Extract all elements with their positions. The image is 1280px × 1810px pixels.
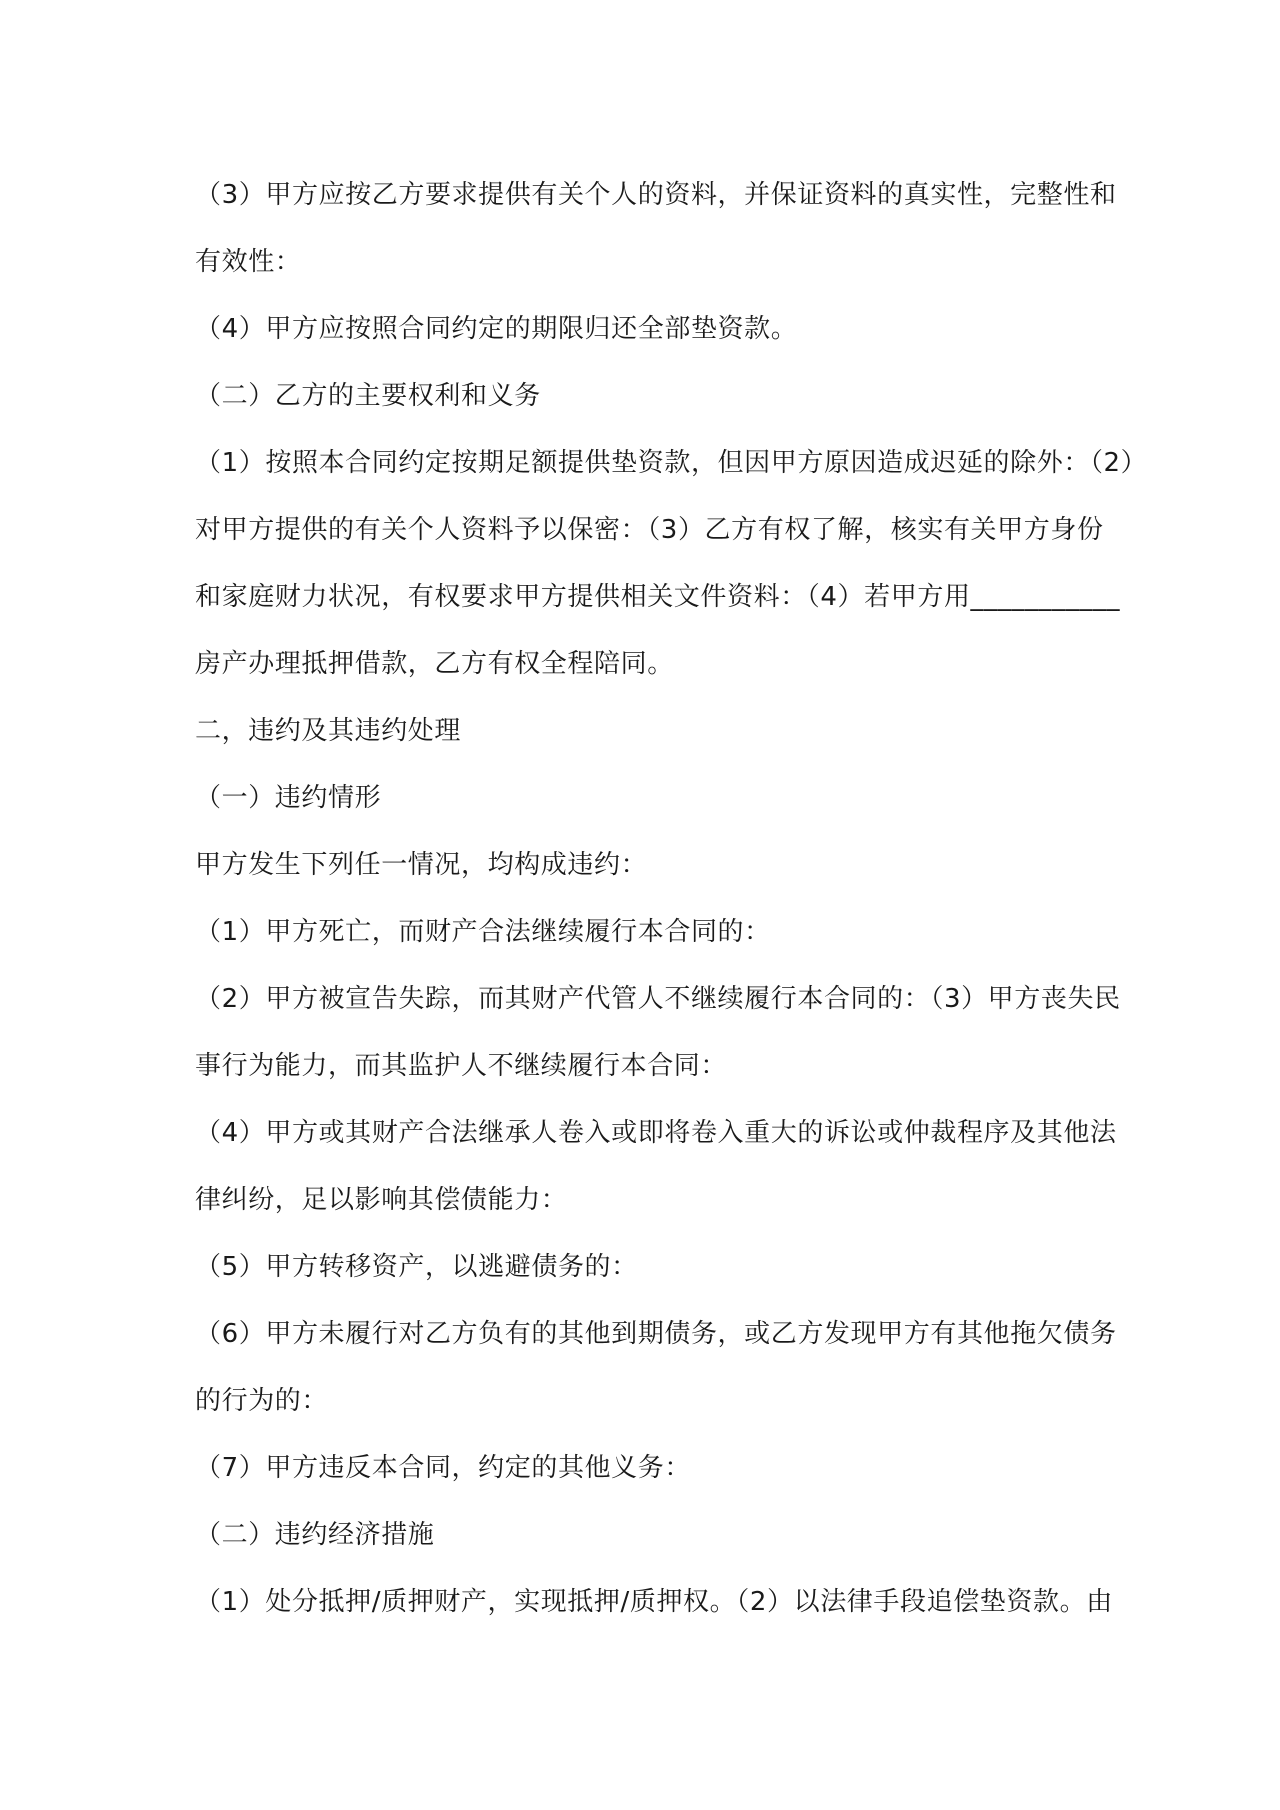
- breach-item-2-line1: （2）甲方被宣告失踪，而其财产代管人不继续履行本合同的：（3）甲方丧失民: [195, 984, 1121, 1014]
- breach-item-2-line2: 事行为能力，而其监护人不继续履行本合同：: [195, 1051, 728, 1081]
- remedies-line1: （1）处分抵押/质押财产，实现抵押/质押权。（2）以法律手段追偿垫资款。由: [195, 1587, 1113, 1617]
- document-body: [195, 162, 1148, 1636]
- clause-b1-line3: 和家庭财力状况，有权要求甲方提供相关文件资料：（4）若甲方用___________: [195, 582, 1121, 612]
- breach-item-4-line2: 律纠纷，足以影响其偿债能力：: [195, 1185, 568, 1215]
- clause-b1-line4: 房产办理抵押借款，乙方有权全程陪同。: [195, 649, 674, 679]
- breach-intro: 甲方发生下列任一情况，均构成违约：: [195, 850, 648, 880]
- section-heading-breach-cases: （一）违约情形: [195, 783, 382, 813]
- clause-a4: （4）甲方应按照合同约定的期限归还全部垫资款。: [195, 314, 798, 344]
- breach-item-7: （7）甲方违反本合同，约定的其他义务：: [195, 1453, 691, 1483]
- breach-item-1: （1）甲方死亡，而财产合法继续履行本合同的：: [195, 917, 771, 947]
- clause-a3-line1: （3）甲方应按乙方要求提供有关个人的资料，并保证资料的真实性，完整性和: [195, 180, 1117, 210]
- breach-item-6-line1: （6）甲方未履行对乙方负有的其他到期债务，或乙方发现甲方有其他拖欠债务: [195, 1319, 1117, 1349]
- section-heading-remedies: （二）违约经济措施: [195, 1520, 435, 1550]
- clause-a3-line2: 有效性：: [195, 247, 302, 277]
- breach-item-4-line1: （4）甲方或其财产合法继承人卷入或即将卷入重大的诉讼或仲裁程序及其他法: [195, 1118, 1117, 1148]
- clause-b1-line2: 对甲方提供的有关个人资料予以保密：（3）乙方有权了解，核实有关甲方身份: [195, 515, 1104, 545]
- chapter-heading-breach: 二，违约及其违约处理: [195, 716, 462, 746]
- section-heading-party-b-rights: （二）乙方的主要权利和义务: [195, 381, 541, 411]
- breach-item-6-line2: 的行为的：: [195, 1386, 329, 1416]
- clause-b1-line1: （1）按照本合同约定按期足额提供垫资款，但因甲方原因造成迟延的除外：（2）: [195, 448, 1148, 478]
- breach-item-5: （5）甲方转移资产，以逃避债务的：: [195, 1252, 638, 1282]
